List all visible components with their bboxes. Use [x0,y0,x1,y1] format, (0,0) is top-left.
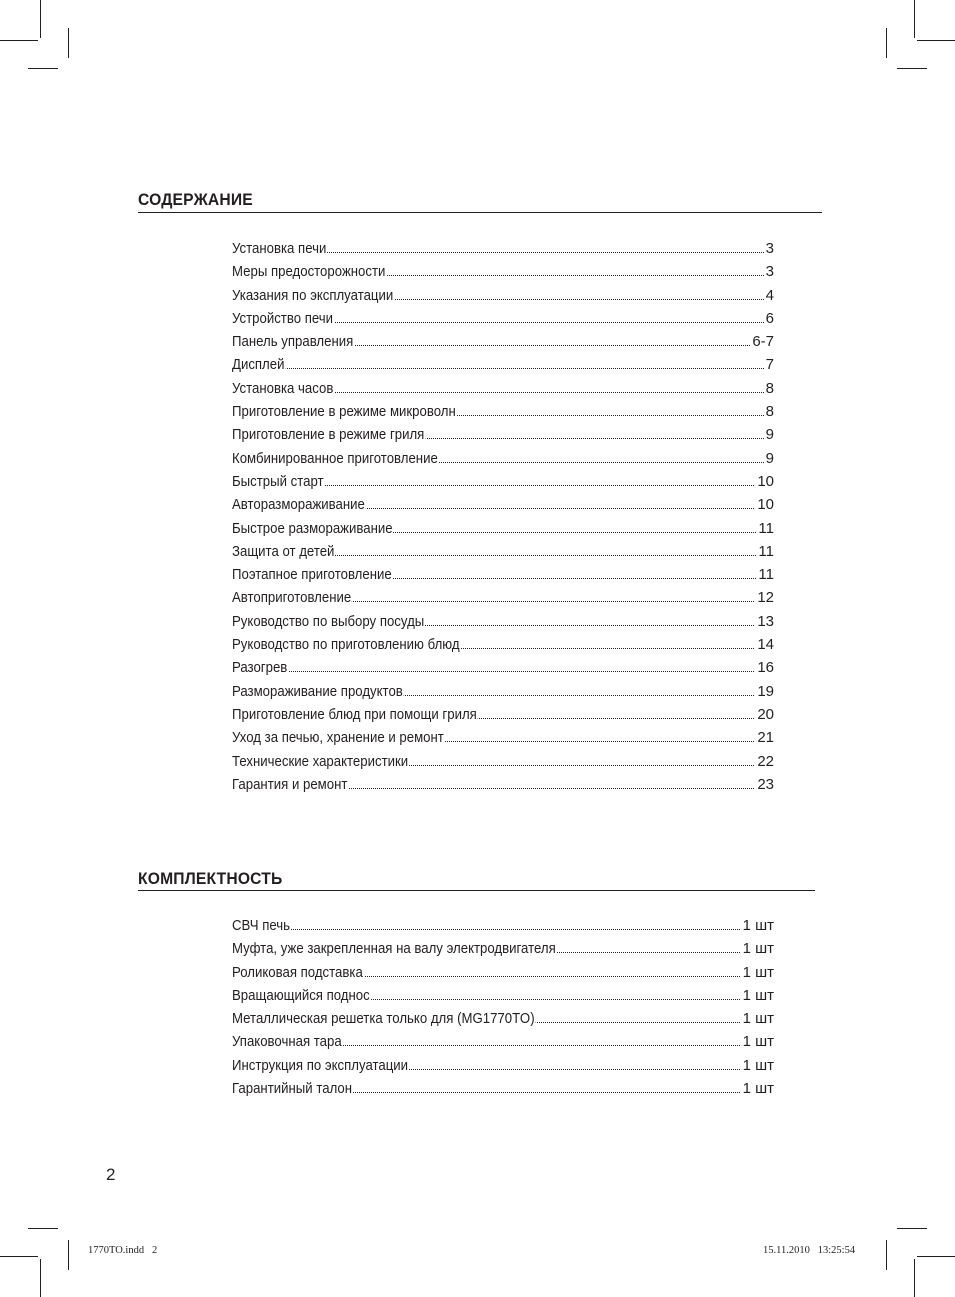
toc-entry [232,703,774,726]
package-rule [138,890,815,891]
package-entry-quantity: 1 шт [741,984,774,1007]
package-entry-quantity: 1 шт [741,1077,774,1100]
toc-entry-label: Быстрый старт [232,470,324,493]
package-list [232,914,774,1100]
toc-entry-page-number: 6 [764,307,774,330]
toc-entry [232,400,774,423]
toc-entry [232,260,774,283]
toc-entry-page-number: 3 [764,260,774,283]
toc-entry-page-number: 21 [755,726,774,749]
toc-entry [232,493,774,516]
toc-entry-page-number: 10 [755,470,774,493]
toc-entry-page-number: 8 [764,377,774,400]
toc-entry-page-number: 10 [755,493,774,516]
contents-list [232,237,774,796]
package-entry [232,984,774,1007]
toc-entry [232,586,774,609]
toc-entry [232,750,774,773]
toc-entry-label: Дисплей [232,353,285,376]
toc-entry-label: Установка часов [232,377,334,400]
package-entry-quantity: 1 шт [741,961,774,984]
package-entry-label: Муфта, уже закрепленная на валу электродвигателя [232,937,557,960]
package-entry-label: Инструкция по эксплуатации [232,1054,409,1077]
toc-entry [232,237,774,260]
file-slug: 1770TO.indd 2 [88,1245,158,1256]
toc-entry [232,470,774,493]
toc-entry-label: Приготовление в режиме гриля [232,423,425,446]
toc-entry-label: Гарантия и ремонт [232,773,348,796]
toc-entry [232,307,774,330]
package-entry-label: СВЧ печь [232,914,291,937]
package-entry-label: Роликовая подставка [232,961,364,984]
toc-entry-page-number: 7 [764,353,774,376]
toc-entry [232,284,774,307]
toc-entry-page-number: 9 [764,447,774,470]
package-entry-label: Гарантийный талон [232,1077,353,1100]
package-entry-label: Упаковочная тара [232,1030,343,1053]
toc-entry-page-number: 14 [755,633,774,656]
toc-entry-label: Комбинированное приготовление [232,447,439,470]
page-number: 2 [106,1165,116,1184]
toc-entry [232,726,774,749]
toc-entry-page-number: 4 [764,284,774,307]
toc-entry-page-number: 6-7 [750,330,774,353]
package-entry [232,961,774,984]
toc-entry-label: Авторазмораживание [232,493,366,516]
toc-entry [232,447,774,470]
toc-entry [232,377,774,400]
package-entry [232,1007,774,1030]
toc-entry-label: Приготовление блюд при помощи гриля [232,703,478,726]
toc-entry [232,330,774,353]
dot-leader [232,929,774,930]
toc-entry-label: Быстрое размораживание [232,517,393,540]
toc-entry [232,680,774,703]
toc-entry-page-number: 19 [755,680,774,703]
toc-entry-label: Установка печи [232,237,327,260]
toc-entry [232,563,774,586]
toc-entry-label: Руководство по приготовлению блюд [232,633,460,656]
toc-entry-label: Разогрев [232,656,288,679]
package-entry-label: Вращающийся поднос [232,984,371,1007]
package-title: КОМПЛЕКТНОСТЬ [138,869,283,888]
package-entry [232,914,774,937]
contents-rule [138,212,822,213]
toc-entry-page-number: 12 [755,586,774,609]
toc-entry-label: Руководство по выбору посуды [232,610,425,633]
toc-entry [232,540,774,563]
toc-entry-page-number: 22 [755,750,774,773]
toc-entry [232,517,774,540]
toc-entry-page-number: 13 [755,610,774,633]
toc-entry [232,633,774,656]
package-entry-quantity: 1 шт [741,914,774,937]
package-entry-quantity: 1 шт [741,937,774,960]
toc-entry-page-number: 20 [755,703,774,726]
toc-entry [232,353,774,376]
toc-entry-label: Устройство печи [232,307,334,330]
package-entry [232,937,774,960]
toc-entry-label: Размораживание продуктов [232,680,404,703]
toc-entry-page-number: 8 [764,400,774,423]
toc-entry-page-number: 9 [764,423,774,446]
package-entry-quantity: 1 шт [741,1007,774,1030]
contents-title: СОДЕРЖАНИЕ [138,190,253,209]
toc-entry-page-number: 11 [756,563,774,586]
package-entry-quantity: 1 шт [741,1054,774,1077]
toc-entry-page-number: 23 [755,773,774,796]
toc-entry-page-number: 11 [756,517,774,540]
dot-leader [232,671,774,672]
toc-entry-label: Защита от детей [232,540,335,563]
toc-entry [232,423,774,446]
print-timestamp: 15.11.2010 13:25:54 [763,1245,856,1256]
toc-entry-page-number: 3 [764,237,774,260]
toc-entry-label: Панель управления [232,330,354,353]
toc-entry [232,610,774,633]
dot-leader [232,368,774,369]
toc-entry-page-number: 11 [756,540,774,563]
toc-entry-label: Технические характеристики [232,750,409,773]
package-entry-label: Металлическая решетка только для (MG1770TO) [232,1007,535,1030]
package-entry [232,1077,774,1100]
toc-entry-label: Указания по эксплуатации [232,284,394,307]
toc-entry-label: Поэтапное приготовление [232,563,393,586]
toc-entry-label: Приготовление в режиме микроволн [232,400,457,423]
toc-entry-label: Уход за печью, хранение и ремонт [232,726,445,749]
toc-entry-label: Меры предосторожности [232,260,386,283]
package-entry [232,1030,774,1053]
package-entry [232,1054,774,1077]
toc-entry-page-number: 16 [755,656,774,679]
toc-entry [232,656,774,679]
toc-entry-label: Автоприготовление [232,586,352,609]
package-entry-quantity: 1 шт [741,1030,774,1053]
toc-entry [232,773,774,796]
